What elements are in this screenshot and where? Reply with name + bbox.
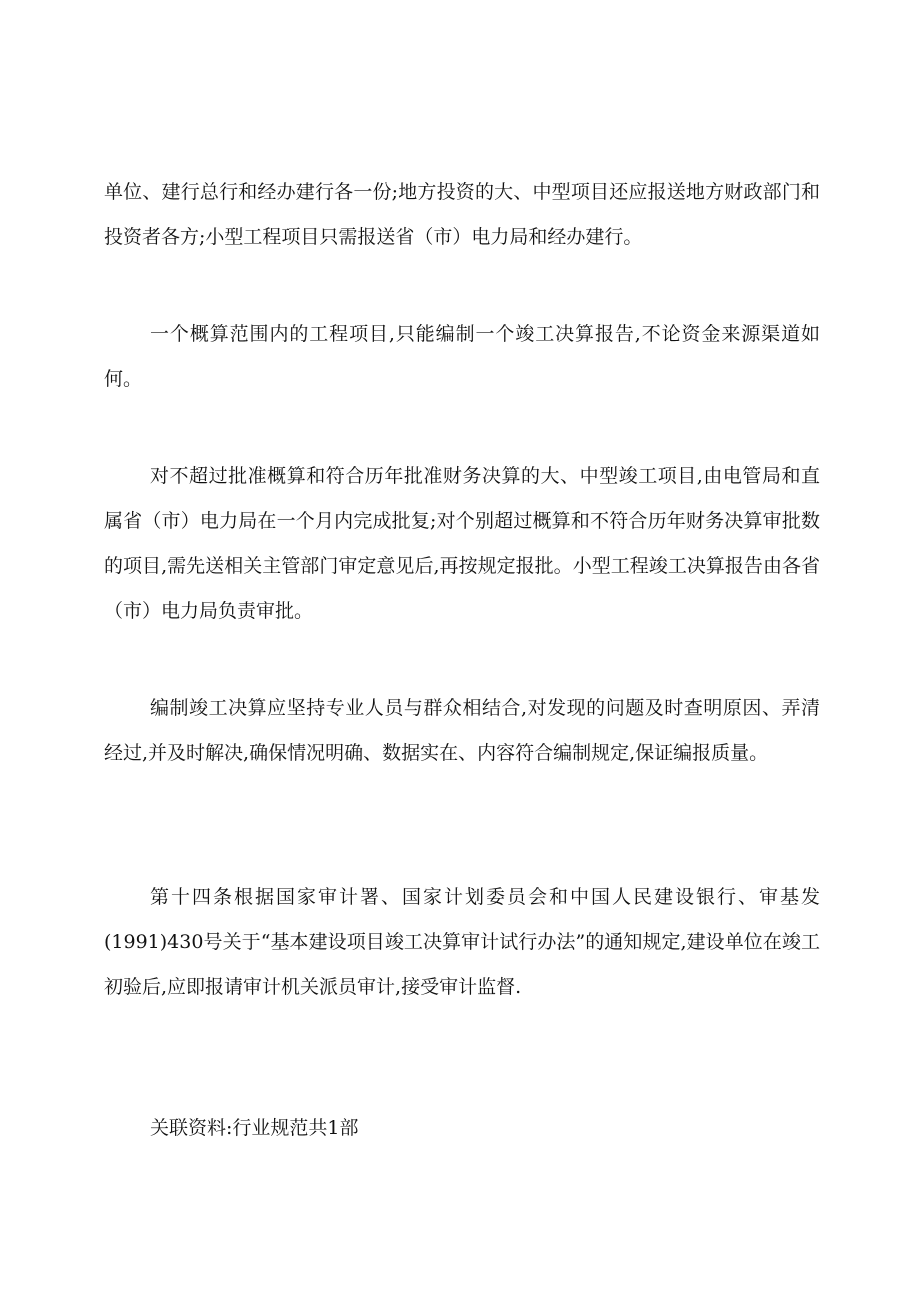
paragraph-compilation-quality: 编制竣工决算应坚持专业人员与群众相结合,对发现的问题及时查明原因、弄清经过,并及时解决,确保情况明确、数据实在、内容符合编制规定,保证编报质量。 [104,697,820,764]
paragraph-single-report: 一个概算范围内的工程项目,只能编制一个竣工决算报告,不论资金来源渠道如何。 [104,323,820,390]
related-materials-note: 关联资料:行业规范共1部 [150,1117,359,1139]
paragraph-submission-recipients: 单位、建行总行和经办建行各一份;地方投资的大、中型项目还应报送地方财政部门和投资者各方;小型工程项目只需报送省（市）电力局和经办建行。 [104,181,820,248]
paragraph-article-14-audit: 第十四条根据国家审计署、国家计划委员会和中国人民建设银行、审基发(1991)430号关于“基本建设项目竣工决算审计试行办法”的通知规定,建设单位在竣工初验后,应即报请审计机关派员审计,接受审计监督. [104,886,820,998]
paragraph-approval-process: 对不超过批准概算和符合历年批准财务决算的大、中型竣工项目,由电管局和直属省（市）电力局在一个月内完成批复;对个别超过概算和不符合历年财务决算审批数的项目,需先送相关主管部门审定意见后,再按规定报批。小型工程竣工决算报告由各省（市）电力局负责审批。 [104,465,820,622]
